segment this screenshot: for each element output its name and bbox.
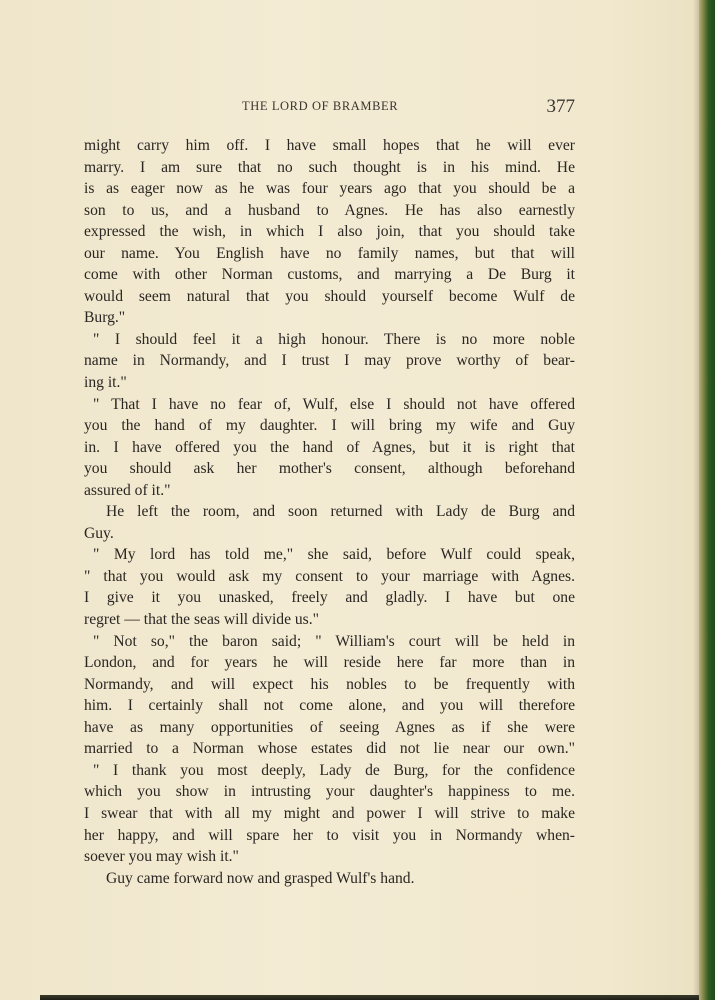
text-line: Guy came forward now and grasped Wulf's hand.	[106, 869, 415, 887]
text-line: I swear that with all my might and power I will strive to make	[84, 804, 575, 822]
text-line: married to a Norman whose estates did not lie near our own."	[84, 740, 575, 758]
text-line: expressed the wish, in which I also join, that you should take	[84, 223, 575, 241]
text-line: him. I certainly shall not come alone, and you will therefore	[84, 697, 575, 715]
text-line: our name. You English have no family names, but that will	[84, 244, 575, 262]
text-line: marry. I am sure that no such thought is in his mind. He	[84, 158, 575, 176]
text-line: have as many opportunities of seeing Agnes as if she were	[84, 718, 575, 736]
text-line: would seem natural that you should yourself become Wulf de	[84, 287, 575, 305]
text-line: " I should feel it a high honour. There is no more noble	[93, 330, 575, 348]
text-line: assured of it."	[84, 481, 171, 499]
page-bottom-edge	[40, 995, 699, 1000]
text-line: Burg."	[84, 309, 126, 327]
text-line: you the hand of my daughter. I will bring my wife and Guy	[84, 417, 575, 435]
text-line: you should ask her mother's consent, although beforehand	[84, 460, 575, 478]
text-line: son to us, and a husband to Agnes. He has also earnestly	[84, 201, 575, 219]
text-line: " I thank you most deeply, Lady de Burg, for the confidence	[93, 761, 575, 779]
text-line: ing it."	[84, 374, 127, 392]
body-text	[84, 135, 575, 889]
text-line: " That I have no fear of, Wulf, else I should not have offered	[93, 395, 575, 413]
text-line: Guy.	[84, 524, 114, 542]
text-line: " My lord has told me," she said, before Wulf could speak,	[93, 546, 575, 564]
text-line: in. I have offered you the hand of Agnes, but it is right that	[84, 438, 575, 456]
book-spine-edge	[699, 0, 715, 1000]
text-line: is as eager now as he was four years ago that you should be a	[84, 180, 575, 198]
text-line: " Not so," the baron said; " William's court will be held in	[93, 632, 575, 650]
text-line: might carry him off. I have small hopes that he will ever	[84, 137, 575, 154]
text-line: regret — that the seas will divide us."	[84, 611, 320, 629]
running-title: THE LORD OF BRAMBER	[242, 99, 399, 113]
text-line: " that you would ask my consent to your marriage with Agnes.	[84, 567, 575, 585]
text-line: come with other Norman customs, and marrying a De Burg it	[84, 266, 575, 284]
text-line: her happy, and will spare her to visit you in Normandy when-	[84, 826, 575, 844]
page-number: 377	[546, 96, 575, 117]
text-line: I give it you unasked, freely and gladly. I have but one	[84, 589, 575, 607]
text-line: which you show in intrusting your daughter's happiness to me.	[84, 783, 575, 801]
text-line: He left the room, and soon returned with Lady de Burg and	[106, 503, 575, 521]
text-line: London, and for years he will reside here far more than in	[84, 654, 575, 672]
running-head	[82, 96, 575, 119]
text-line: Normandy, and will expect his nobles to be frequently with	[84, 675, 575, 693]
text-line: name in Normandy, and I trust I may prove worthy of bear-	[84, 352, 575, 370]
text-line: soever you may wish it."	[84, 848, 239, 866]
